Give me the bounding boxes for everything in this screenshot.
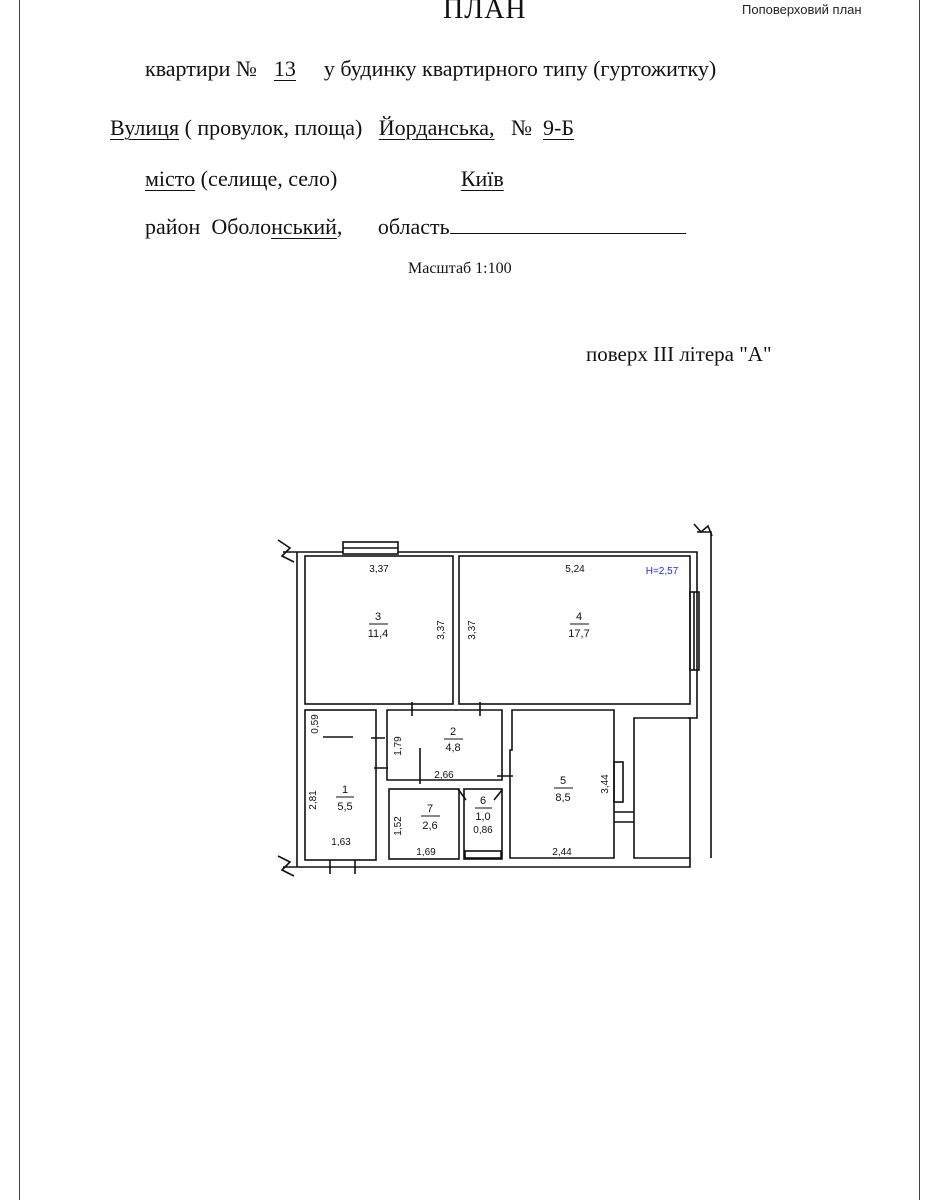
dim-room4-depth: 3,37 [467, 620, 478, 640]
dim-room2-width: 2,66 [434, 770, 454, 781]
dim-room3-depth: 3,37 [436, 620, 447, 640]
room-2-number: 2 [449, 726, 457, 738]
building-type: у будинку квартирного типу (гуртожитку) [323, 56, 717, 81]
city-label: (селище, село) [195, 166, 338, 191]
dim-room5-depth: 3,44 [600, 774, 611, 794]
district-name: Оболонський, [211, 214, 343, 239]
page-title: ПЛАН [443, 0, 527, 25]
dim-room7-depth: 1,52 [393, 816, 404, 836]
dim-room1-top: 0,59 [310, 714, 321, 734]
city-name: Київ [460, 166, 504, 191]
room-5-number: 5 [559, 775, 567, 787]
plan-type-label: Поповерховий план [742, 2, 862, 17]
plan-dimensions [308, 564, 679, 858]
room-7-number: 7 [426, 803, 434, 815]
floor-label: поверх ІІІ літера "А" [586, 342, 772, 366]
house-prefix: № [511, 115, 533, 140]
dim-room1-width: 1,63 [331, 837, 351, 848]
street-label-underlined: Вулиця [110, 115, 180, 140]
room-4-area: 17,7 [568, 628, 590, 640]
room-3-number: 3 [374, 611, 382, 623]
apartment-prefix: квартири № [145, 56, 257, 81]
dim-room1-depth: 2,81 [308, 790, 319, 810]
district-label: район [145, 214, 201, 239]
room-5-area: 8,5 [555, 792, 571, 804]
city-label-underlined: місто [145, 166, 196, 191]
dim-room3-width: 3,37 [369, 564, 389, 575]
room-4-number: 4 [575, 611, 583, 623]
room-1-area: 5,5 [337, 801, 353, 813]
street-label: ( провулок, площа) [179, 115, 363, 140]
house-number: 9-Б [543, 115, 574, 140]
street-name: Йорданська, [378, 115, 495, 140]
scale-label: Масштаб 1:100 [408, 260, 512, 277]
dim-room5-width: 2,44 [552, 847, 572, 858]
ceiling-height: H=2,57 [645, 566, 679, 577]
apartment-number: 13 [273, 56, 296, 81]
room-3-area: 11,4 [367, 628, 389, 640]
room-2-area: 4,8 [445, 742, 461, 754]
dim-room2-depth: 1,79 [393, 736, 404, 756]
dim-room6-width: 0,86 [473, 825, 493, 836]
room-7-area: 2,6 [422, 820, 438, 832]
dim-room4-width: 5,24 [565, 564, 585, 575]
room-6-area: 1,0 [475, 811, 491, 823]
region-label: область [377, 214, 450, 239]
dim-room7-width: 1,69 [416, 847, 436, 858]
room-labels [336, 611, 590, 832]
room-1-number: 1 [341, 784, 349, 796]
room-6-number: 6 [479, 795, 487, 807]
